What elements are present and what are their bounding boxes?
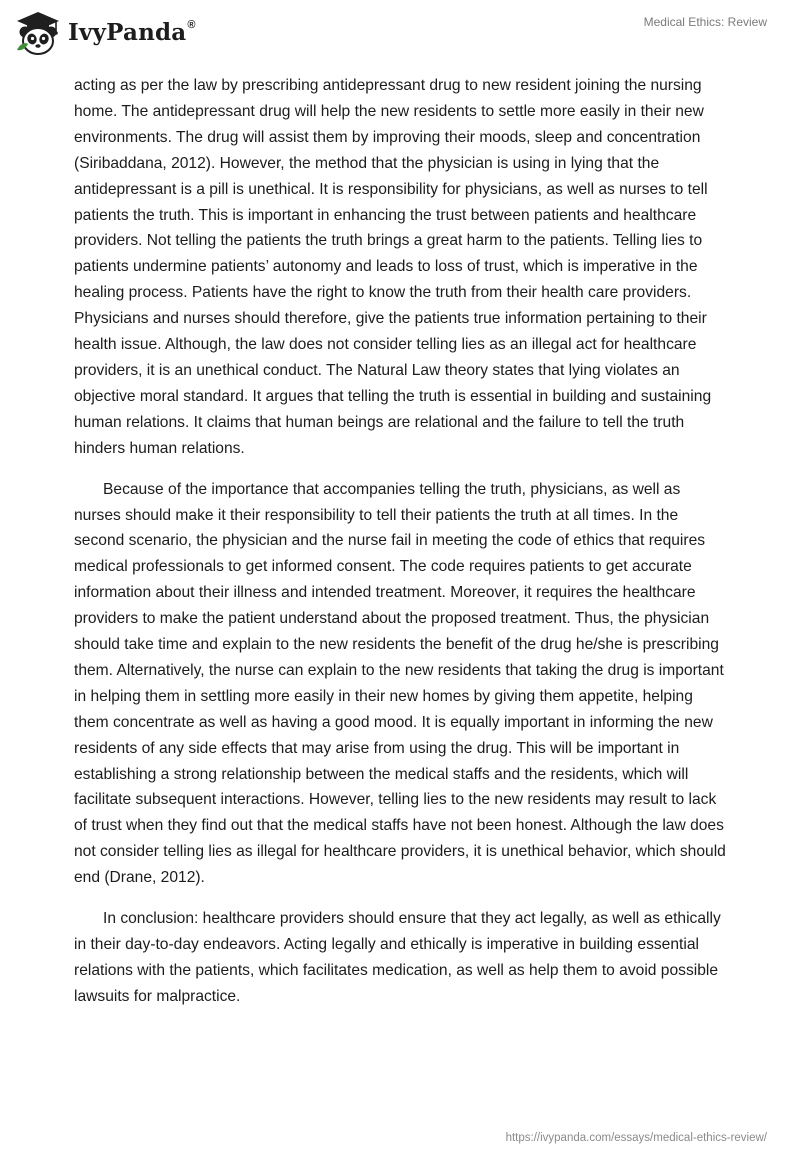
panda-graduate-icon	[14, 10, 62, 56]
essay-paragraph-2: Because of the importance that accompanies telling the truth, physicians, as well as nurses should make it their responsibility to tell their patients the truth at all times. In the second scenario, the physician and the nurse fail in meeting the code of ethics that requires medical professionals to get informed consent. The code requires patients to get accurate information about their illness and intended treatment. Moreover, it requires the healthcare providers to make the patient understand about the proposed treatment. Thus, the physician should take time and explain to the new residents the benefit of the drug he/she is prescribing them. Alternatively, the nurse can explain to the new residents that taking the drug is important in helping them in settling more easily in their new homes by giving them appetite, helping them concentrate as well as having a good mood. It is equally important in informing the new residents of any side effects that may arise from using the drug. This will be important in establishing a strong relationship between the medical staffs and the residents, which will facilitate subsequent interactions. However, telling lies to the new residents may result to lack of trust when they find out that the medical staffs have not been honest. Although the law does not consider telling lies as illegal for healthcare providers, it is unethical behavior, which should end (Drane, 2012).	[74, 480, 726, 887]
page-header	[0, 0, 800, 70]
brand-logo[interactable]	[14, 10, 196, 56]
source-url[interactable]: https://ivypanda.com/essays/medical-ethics-review/	[505, 1132, 767, 1144]
essay-paragraph-3: In conclusion: healthcare providers should ensure that they act legally, as well as ethically in their day-to-day endeavors. Acting legally and ethically is imperative in building essential relations with the patients, which facilitates medication, as well as help them to avoid possible lawsuits for malpractice.	[74, 910, 721, 1005]
essay-paragraph-1: acting as per the law by prescribing antidepressant drug to new resident joining the nursing home. The antidepressant drug will help the new residents to settle more easily in their new environments. The drug will assist them by improving their moods, sleep and concentration (Siribaddana, 2012). However, the method that the physician is using in lying that the antidepressant is a pill is unethical. It is responsibility for physicians, as well as nurses to tell patients the truth. This is important in enhancing the trust between patients and healthcare providers. Not telling the patients the truth brings a great harm to the patients. Telling lies to patients undermine patients’ autonomy and leads to loss of trust, which is imperative in the healing process. Patients have the right to know the truth from their health care providers. Physicians and nurses should therefore, give the patients true information pertaining to their health issue. Although, the law does not consider telling lies as an illegal act for healthcare providers, it is an unethical conduct. The Natural Law theory states that lying violates an objective moral standard. It argues that telling the truth is essential in building and sustaining human relations. It claims that human beings are relational and the failure to tell the truth hinders human relations.	[74, 77, 712, 457]
brand-name: IvyPanda®	[68, 18, 196, 46]
essay-body	[74, 73, 730, 1025]
registered-mark: ®	[187, 18, 196, 31]
document-title: Medical Ethics: Review	[643, 15, 767, 29]
